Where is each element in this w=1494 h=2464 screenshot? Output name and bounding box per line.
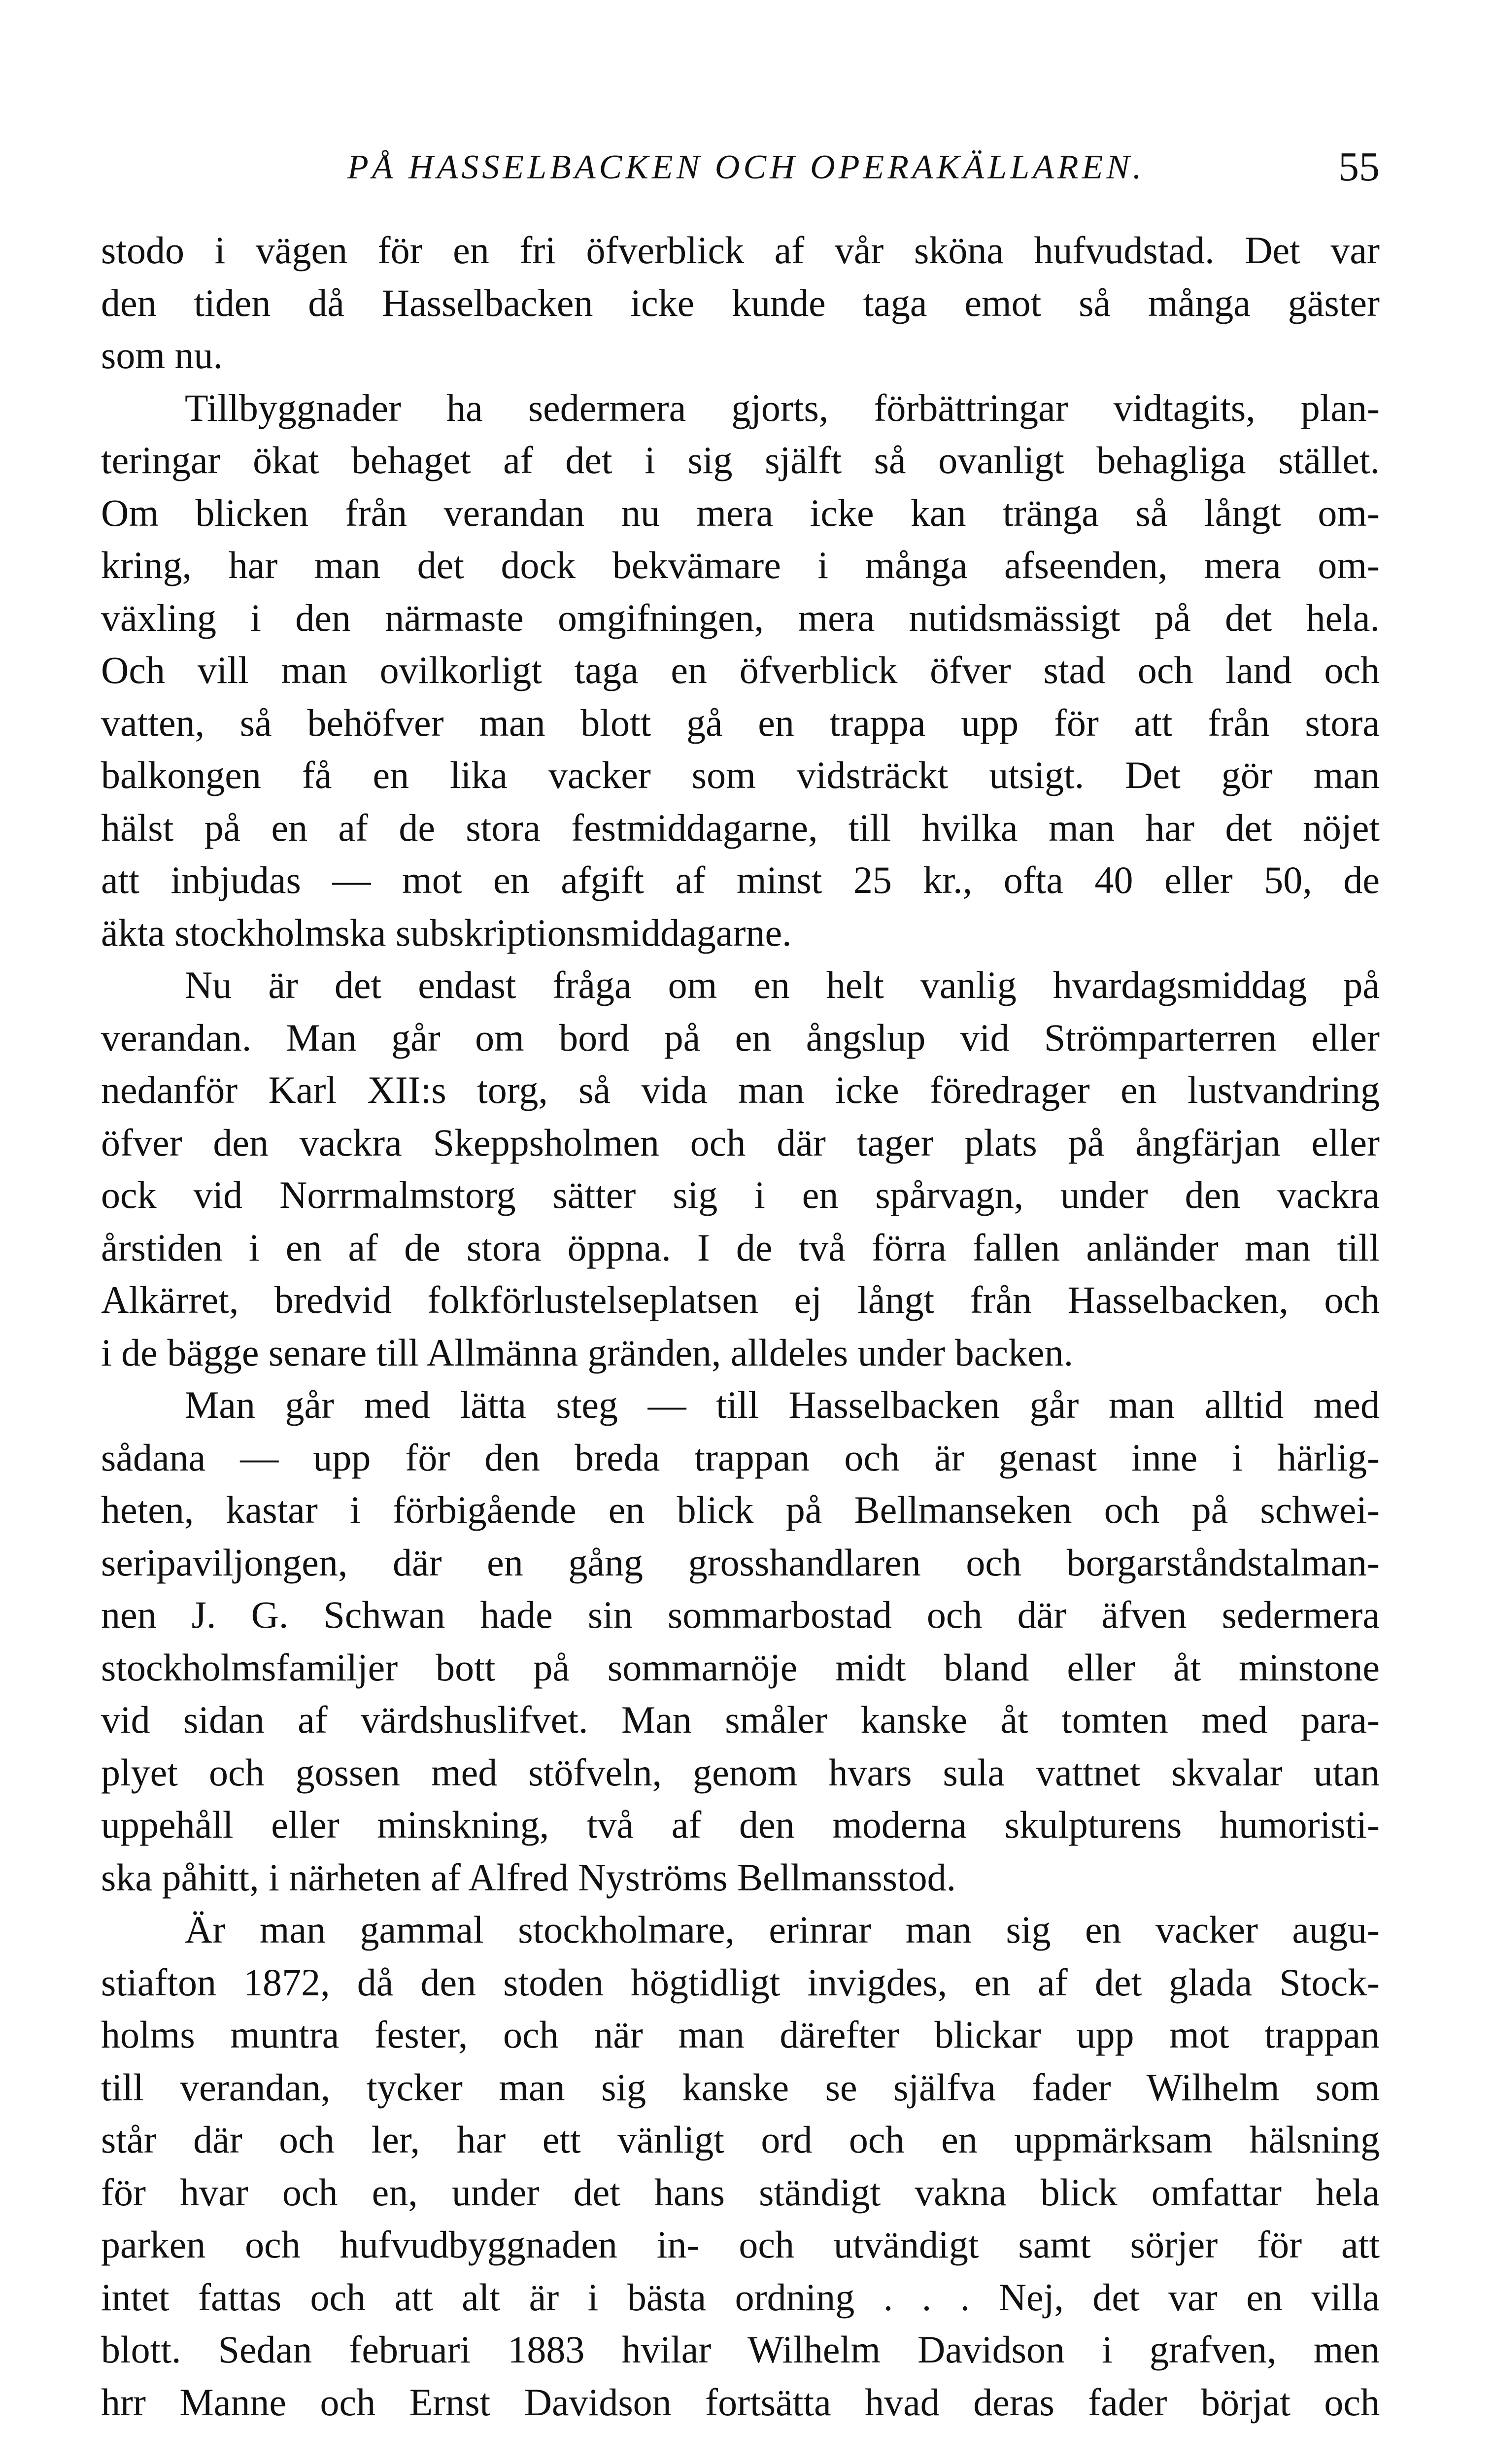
text-line: den tiden då Hasselbacken icke kunde taga emot så många gäster [101, 281, 1380, 324]
running-title: PÅ HASSELBACKEN OCH OPERAKÄLLAREN. [347, 148, 1145, 186]
text-line: i de bägge senare till Allmänna gränden, alldeles under backen. [101, 1331, 1074, 1374]
text-line: holms muntra fester, och när man därefter blickar upp mot trappan [101, 2013, 1380, 2056]
text-line: stodo i vägen för en fri öfverblick af vår sköna hufvudstad. Det var [101, 229, 1380, 272]
text-line: vatten, så behöfver man blott gå en trappa upp för att från stora [101, 701, 1380, 744]
text-line: växling i den närmaste omgifningen, mera nutidsmässigt på det hela. [101, 596, 1380, 639]
text-line: Om blicken från verandan nu mera icke kan tränga så långt om- [101, 491, 1380, 534]
text-line: för hvar och en, under det hans ständigt vakna blick omfattar hela [101, 2170, 1380, 2214]
text-line: står där och ler, har ett vänligt ord och en uppmärksam hälsning [101, 2118, 1380, 2161]
text-line: uppehåll eller minskning, två af den moderna skulpturens humoristi- [101, 1803, 1380, 1846]
text-line: nen J. G. Schwan hade sin sommarbostad och där äfven sedermera [101, 1593, 1380, 1636]
text-line: plyet och gossen med stöfveln, genom hvars sula vattnet skvalar utan [101, 1750, 1380, 1794]
text-line: heten, kastar i förbigående en blick på Bellmanseken och på schwei- [101, 1488, 1380, 1531]
text-line: ska påhitt, i närheten af Alfred Nyströms Bellmansstod. [101, 1855, 956, 1899]
text-line: balkongen få en lika vacker som vidsträckt utsigt. Det gör man [101, 753, 1380, 796]
text-line: hrr Manne och Ernst Davidson fortsätta hvad deras fader börjat och [101, 2380, 1380, 2424]
text-line: Och vill man ovilkorligt taga en öfverblick öfver stad och land och [101, 649, 1380, 691]
text-line: sådana — upp för den breda trappan och är genast inne i härlig- [101, 1436, 1380, 1479]
text-line: öfver den vackra Skeppsholmen och där tager plats på ångfärjan eller [101, 1121, 1380, 1164]
text-line: intet fattas och att alt är i bästa ordning . . . Nej, det var en villa [101, 2275, 1380, 2319]
text-line: vid sidan af värdshuslifvet. Man småler kanske åt tomten med para- [101, 1698, 1380, 1741]
text-line: Man går med lätta steg — till Hasselbacken går man alltid med [185, 1383, 1380, 1426]
text-line: att inbjudas — mot en afgift af minst 25 kr., ofta 40 eller 50, de [101, 858, 1380, 901]
text-line: som nu. [101, 334, 223, 376]
text-line: parken och hufvudbyggnaden in- och utvändigt samt sörjer för att [101, 2223, 1380, 2266]
text-line: äkta stockholmska subskriptionsmiddagarne. [101, 911, 792, 954]
text-line: blott. Sedan februari 1883 hvilar Wilhelm Davidson i grafven, men [101, 2328, 1380, 2371]
text-line: till verandan, tycker man sig kanske se själfva fader Wilhelm som [101, 2065, 1380, 2109]
text-line: Tillbyggnader ha sedermera gjorts, förbättringar vidtagits, plan- [185, 386, 1380, 429]
text-line: seripaviljongen, där en gång grosshandlaren och borgarståndstalman- [101, 1540, 1380, 1584]
text-line: Är man gammal stockholmare, erinrar man sig en vacker augu- [185, 1908, 1380, 1951]
text-line: verandan. Man går om bord på en ångslup vid Strömparterren eller [101, 1016, 1380, 1059]
text-line: Alkärret, bredvid folkförlustelseplatsen ej långt från Hasselbacken, och [101, 1278, 1380, 1321]
text-line: kring, har man det dock bekvämare i många afseenden, mera om- [101, 544, 1380, 586]
text-line: stiafton 1872, då den stoden högtidligt invigdes, en af det glada Stock- [101, 1960, 1380, 2004]
text-line: teringar ökat behaget af det i sig själft så ovanligt behagliga stället. [101, 439, 1380, 481]
text-line: ock vid Norrmalmstorg sätter sig i en spårvagn, under den vackra [101, 1173, 1380, 1216]
text-line: hälst på en af de stora festmiddagarne, till hvilka man har det nöjet [101, 806, 1380, 849]
page-number: 55 [1338, 144, 1380, 190]
body-text [101, 224, 1380, 2429]
text-line: nedanför Karl XII:s torg, så vida man icke föredrager en lustvandring [101, 1068, 1380, 1111]
text-line: Nu är det endast fråga om en helt vanlig hvardagsmiddag på [185, 963, 1380, 1006]
text-line: årstiden i en af de stora öppna. I de två förra fallen anländer man till [101, 1226, 1380, 1269]
text-line: stockholmsfamiljer bott på sommarnöje midt bland eller åt minstone [101, 1645, 1380, 1689]
page-header [101, 143, 1380, 202]
